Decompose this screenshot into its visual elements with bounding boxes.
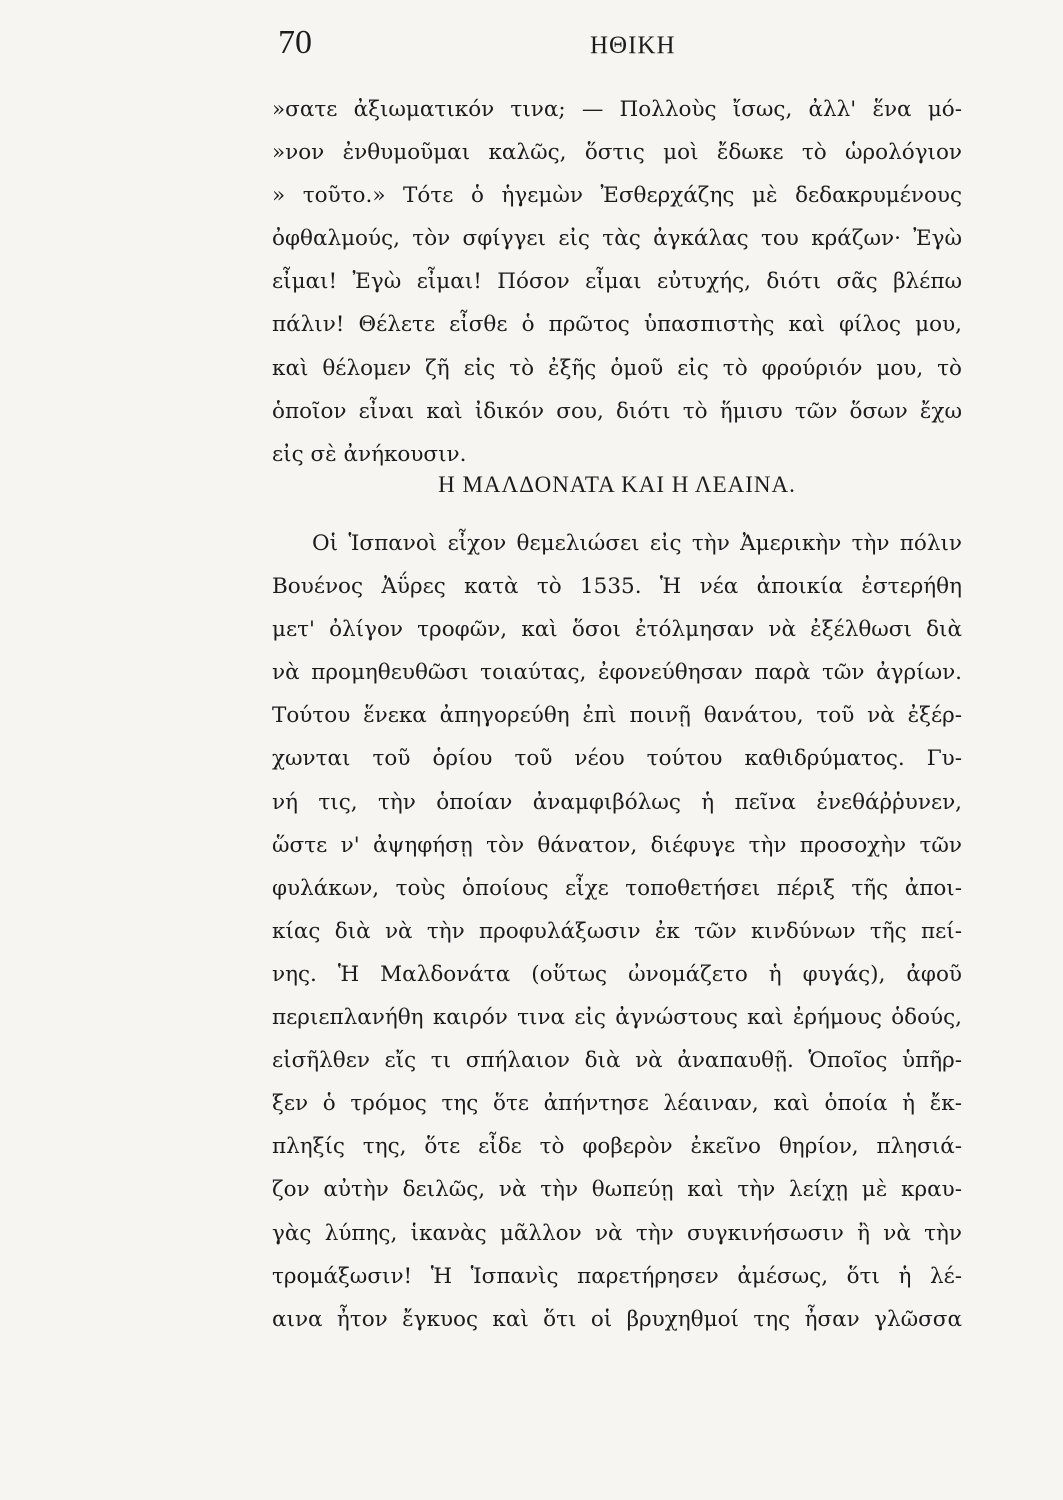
text-line: ὁποῖον εἶναι καὶ ἰδικόν σου, διότι τὸ ἥμισυ τῶν ὅσων ἔχω xyxy=(272,398,962,424)
section-title: Η ΜΑΛΔΟΝΑΤΑ ΚΑΙ Η ΛΕΑΙΝΑ. xyxy=(438,472,796,497)
text-line: ξεν ὁ τρόμος της ὅτε ἀπήντησε λέαιναν, καὶ ὁποία ἡ ἔκ- xyxy=(272,1091,962,1117)
page-number: 70 xyxy=(278,24,312,61)
text-line: »σατε ἀξιωματικόν τινα; — Πολλοὺς ἴσως, ἀλλ' ἕνα μό- xyxy=(272,97,962,122)
text-line: ζον αὐτὴν δειλῶς, νὰ τὴν θωπεύῃ καὶ τὴν λείχῃ μὲ κραυ- xyxy=(272,1177,962,1203)
text-line: γὰς λύπης, ἱκανὰς μᾶλλον νὰ τὴν συγκινήσωσιν ἢ νὰ τὴν xyxy=(272,1220,962,1246)
continued-paragraph xyxy=(272,88,962,476)
text-line: Τούτου ἕνεκα ἀπηγορεύθη ἐπὶ ποινῇ θανάτου, τοῦ νὰ ἐξέρ- xyxy=(272,703,962,729)
text-line: καὶ θέλομεν ζῆ εἰς τὸ ἐξῆς ὁμοῦ εἰς τὸ φρούριόν μου, τὸ xyxy=(272,355,962,381)
text-line: νή τις, τὴν ὁποίαν ἀναμφιβόλως ἡ πεῖνα ἐνεθάῤῥυνεν, xyxy=(272,789,962,815)
text-line: Βουένος Ἀΰρες κατὰ τὸ 1535. Ἡ νέα ἀποικία ἐστερήθη xyxy=(272,574,962,600)
text-line: νης. Ἡ Μαλδονάτα (οὕτως ὠνομάζετο ἡ φυγάς), ἀφοῦ xyxy=(272,961,962,987)
text-line: τρομάξωσιν! Ἡ Ἱσπανὶς παρετήρησεν ἀμέσως, ὅτι ἡ λέ- xyxy=(272,1263,962,1289)
text-line: εἶμαι! Ἐγὼ εἶμαι! Πόσον εἶμαι εὐτυχής, διότι σᾶς βλέπω xyxy=(272,269,962,295)
text-line: νὰ προμηθευθῶσι τοιαύτας, ἐφονεύθησαν παρὰ τῶν ἀγρίων. xyxy=(272,660,962,686)
text-line: πάλιν! Θέλετε εἶσθε ὁ πρῶτος ὑπασπιστὴς καὶ φίλος μου, xyxy=(272,312,962,338)
text-line: κίας διὰ νὰ τὴν προφυλάξωσιν ἐκ τῶν κινδύνων τῆς πεί- xyxy=(272,918,962,944)
page-header xyxy=(270,24,960,74)
text-line: »νον ἐνθυμοῦμαι καλῶς, ὅστις μοὶ ἔδωκε τὸ ὡρολόγιον xyxy=(272,140,962,166)
text-line: ὥστε ν' ἀψηφήσῃ τὸν θάνατον, διέφυγε τὴν προσοχὴν τῶν xyxy=(272,832,962,858)
text-line: περιεπλανήθη καιρόν τινα εἰς ἀγνώστους καὶ ἐρήμους ὁδούς, xyxy=(272,1005,962,1031)
text-line: χωνται τοῦ ὁρίου τοῦ νέου τούτου καθιδρύματος. Γυ- xyxy=(272,746,962,772)
text-line: εἰς σὲ ἀνήκουσιν. xyxy=(272,441,467,467)
text-line: φυλάκων, τοὺς ὁποίους εἶχε τοποθετήσει πέριξ τῆς ἀποι- xyxy=(272,875,962,901)
running-head: ΗΘΙΚΗ xyxy=(590,32,676,59)
text-line: ὀφθαλμούς, τὸν σφίγγει εἰς τὰς ἀγκάλας του κράζων· Ἐγὼ xyxy=(272,226,962,252)
text-line: αινα ἦτον ἔγκυος καὶ ὅτι οἱ βρυχηθμοί της ἦσαν γλῶσσα xyxy=(272,1306,962,1332)
section-paragraph xyxy=(272,522,962,1341)
text-line: εἰσῆλθεν εἴς τι σπήλαιον διὰ νὰ ἀναπαυθῇ. Ὁποῖος ὑπῆρ- xyxy=(272,1048,962,1074)
text-line: μετ' ὀλίγον τροφῶν, καὶ ὅσοι ἐτόλμησαν νὰ ἐξέλθωσι διὰ xyxy=(272,617,962,643)
text-line: » τοῦτο.» Τότε ὁ ἡγεμὼν Ἐσθερχάζης μὲ δεδακρυμένους xyxy=(272,183,962,209)
text-line: πληξίς της, ὅτε εἶδε τὸ φοβερὸν ἐκεῖνο θηρίον, πλησιά- xyxy=(272,1134,962,1160)
text-line: Οἱ Ἱσπανοὶ εἶχον θεμελιώσει εἰς τὴν Ἀμερικὴν τὴν πόλιν xyxy=(312,531,962,556)
